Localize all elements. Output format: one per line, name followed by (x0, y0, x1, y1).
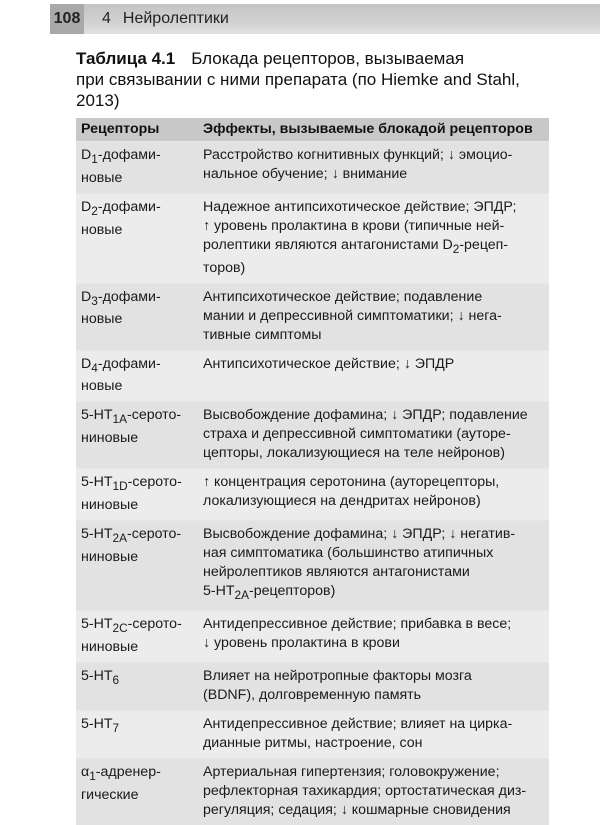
receptor-line: $D_3-дофами-$ (81, 288, 161, 308)
effect-line: дианные ритмы, настроение, сон (203, 734, 423, 751)
receptor-line: новые (81, 169, 123, 186)
receptor-line: ниновые (81, 497, 139, 514)
effect-line: нейролептиков являются антагонистами (203, 564, 470, 581)
receptor-line: $5-HT_{2C}-серото-$ (81, 616, 182, 635)
receptor-line: ниновые (81, 549, 139, 566)
effect-line: Артериальная гипертензия; головокружение; (203, 763, 500, 780)
effect-line: нальное обучение; ↓ внимание (203, 166, 408, 182)
effect-line: Антидепрессивное действие; влияет на цирка- (203, 715, 513, 732)
table-caption-line-1: Блокада рецепторов, вызываемая (191, 49, 465, 68)
effect-line: Антидепрессивное действие; прибавка в весе; (203, 616, 512, 633)
receptor-line: новые (81, 311, 123, 328)
column-header-receptors: Рецепторы (76, 118, 189, 142)
effect-line: торов) (203, 259, 246, 276)
table-row (76, 758, 549, 825)
table-row (76, 142, 549, 194)
table-body (76, 142, 549, 825)
receptor-line: $D_2-дофами-$ (81, 198, 161, 218)
receptor-line: $5-HT_6$ (81, 667, 120, 687)
effect-cell (189, 662, 549, 710)
effect-line: Высвобождение дофамина; ↓ ЭПДР; подавление (203, 407, 528, 424)
table-row (76, 350, 549, 402)
table-row (76, 521, 549, 611)
receptor-line: $D_1-дофами-$ (81, 147, 161, 166)
receptor-line: новые (81, 378, 123, 395)
effect-line: рефлекторная тахикардия; ортостатическая диз- (203, 782, 527, 799)
receptor-line: $5-HT_{1A}-серото-$ (81, 407, 182, 427)
receptor-cell (76, 142, 189, 194)
effect-cell (189, 710, 549, 758)
effect-line: ↓ уровень пролактина в крови (203, 635, 400, 652)
receptor-line: $5-HT_7$ (81, 715, 120, 735)
table-row (76, 710, 549, 758)
chapter-number: 4 (102, 10, 111, 27)
table-row (76, 283, 549, 350)
table-row (76, 402, 549, 469)
receptor-cell (76, 283, 189, 350)
receptor-line: гические (81, 786, 139, 803)
effect-cell (189, 402, 549, 469)
table-header-row (76, 118, 549, 142)
receptor-line: $\alpha_1-адренер-$ (81, 763, 161, 783)
effect-line: ролептики являются антагонистами $D_2-рецеп-$ (203, 236, 509, 256)
table-caption (76, 48, 551, 111)
effect-line: ↑ уровень пролактина в крови (типичные ней- (203, 217, 505, 234)
receptor-line: $5-HT_{2A}-серото-$ (81, 526, 182, 546)
chapter-title: Нейролептики (122, 10, 229, 27)
table-row (76, 469, 549, 521)
receptor-cell (76, 662, 189, 710)
table-caption-line-3: 2013) (76, 91, 120, 110)
effect-line: Расстройство когнитивных функций; ↓ эмоцио- (203, 147, 513, 163)
effect-line: тивные симптомы (203, 326, 322, 343)
effect-line: регуляция; седация; ↓ кошмарные сновидения (203, 801, 511, 818)
receptor-cell (76, 521, 189, 611)
receptor-cell (76, 402, 189, 469)
receptor-line: ниновые (81, 430, 139, 447)
receptor-cell (76, 193, 189, 283)
receptor-cell (76, 758, 189, 825)
receptor-cell (76, 469, 189, 521)
column-header-effects: Эффекты, вызываемые блокадой рецепторов (189, 118, 549, 142)
table-caption-line-2: при связывании с ними препарата (по Hiemke and Stahl, (76, 70, 520, 89)
table-row (76, 193, 549, 283)
table-row (76, 662, 549, 710)
effect-cell (189, 350, 549, 402)
effect-line: цепторы, локализующиеся на теле нейронов) (203, 445, 505, 462)
effect-cell (189, 469, 549, 521)
effect-line: ↑ концентрация серотонина (ауторецепторы, (203, 474, 500, 491)
page-number: 108 (50, 4, 84, 34)
effect-line: страха и депрессивной симптоматики (ауторе- (203, 426, 511, 443)
effect-cell (189, 758, 549, 825)
effect-cell (189, 193, 549, 283)
effect-line: Антипсихотическое действие; ↓ ЭПДР (203, 355, 455, 372)
receptor-line: $D_4-дофами-$ (81, 355, 161, 375)
receptor-line: новые (81, 221, 123, 238)
effect-line: $5-HT_{2A}-рецепторов$) (203, 583, 336, 603)
effect-line: локализующиеся на дендритах нейронов) (203, 493, 481, 510)
receptor-blockade-table (76, 118, 549, 825)
running-header (50, 4, 600, 34)
receptor-cell (76, 710, 189, 758)
table-row (76, 611, 549, 663)
effect-cell (189, 611, 549, 663)
receptor-line: ниновые (81, 638, 139, 655)
effect-line: ная симптоматика (большинство атипичных (203, 545, 494, 562)
effect-cell (189, 521, 549, 611)
effect-line: Надежное антипсихотическое действие; ЭПДР; (203, 198, 517, 215)
table-caption-label: Таблица 4.1 (76, 49, 176, 68)
receptor-cell (76, 611, 189, 663)
effect-cell (189, 283, 549, 350)
effect-line: мании и депрессивной симптоматики; ↓ нега- (203, 307, 502, 324)
effect-line: Антипсихотическое действие; подавление (203, 288, 483, 305)
effect-line: Влияет на нейротропные факторы мозга (203, 667, 472, 684)
effect-line: Высвобождение дофамина; ↓ ЭПДР; ↓ негатив- (203, 526, 516, 543)
receptor-line: $5-HT_{1D}-серото-$ (81, 474, 182, 494)
receptor-cell (76, 350, 189, 402)
effect-cell (189, 142, 549, 194)
effect-line: (BDNF), долговременную память (203, 686, 422, 703)
